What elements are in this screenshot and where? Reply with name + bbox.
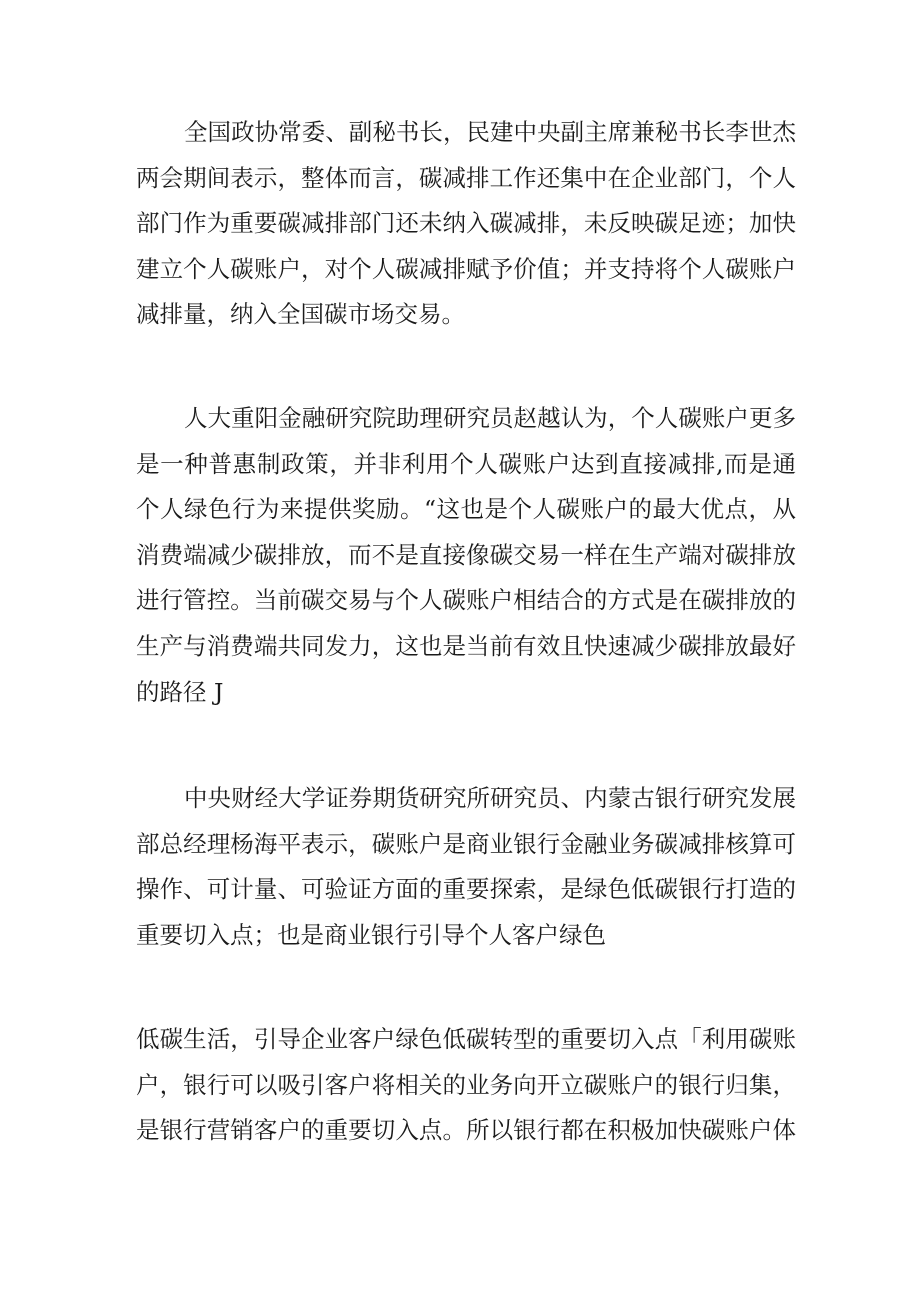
text-line: 户，银行可以吸引客户将相关的业务向开立碳账户的银行归集， (136, 1070, 796, 1099)
text-line: 减排量，纳入全国碳市场交易。 (136, 300, 465, 329)
text-line: 低碳生活，引导企业客户绿色低碳转型的重要切入点「利用碳账 (136, 1025, 796, 1053)
text-line: 是一种普惠制政策，并非利用个人碳账户达到直接减排,而是通 (136, 449, 796, 478)
text-line: 进行管控。当前碳交易与个人碳账户相结合的方式是在碳排放的 (136, 586, 796, 615)
text-line: 两会期间表示，整体而言，碳减排工作还集中在企业部门，个人 (136, 163, 796, 192)
text-line: 操作、可计量、可验证方面的重要探索，是绿色低碳银行打造的 (136, 875, 796, 904)
text-line: 部总经理杨海平表示，碳账户是商业银行金融业务碳减排核算可 (136, 829, 796, 858)
text-line: 中央财经大学证券期货研究所研究员、内蒙古银行研究发展 (184, 784, 796, 812)
text-line: 生产与消费端共同发力，这也是当前有效且快速减少碳排放最好 (136, 631, 796, 660)
text-line: 建立个人碳账户，对个人碳减排赋予价值；并支持将个人碳账户 (136, 254, 796, 283)
text-line: 全国政协常委、副秘书长，民建中央副主席兼秘书长李世杰 (184, 118, 796, 146)
paragraph-li-shijie (136, 110, 796, 338)
text-line: 重要切入点；也是商业银行引导个人客户绿色 (136, 920, 606, 949)
text-line: 部门作为重要碳减排部门还未纳入碳减排，未反映碳足迹；加快 (136, 209, 796, 238)
text-line: 个人绿色行为来提供奖励。“这也是个人碳账户的最大优点，从 (136, 495, 796, 524)
paragraph-continuation (136, 1017, 796, 1154)
paragraph-yang-haiping (136, 776, 796, 958)
paragraph-zhao-yue (136, 396, 796, 715)
text-line: 人大重阳金融研究院助理研究员赵越认为，个人碳账户更多 (184, 404, 796, 432)
text-line: 消费端减少碳排放，而不是直接像碳交易一样在生产端对碳排放 (136, 540, 796, 569)
text-line: 的路径 J (136, 677, 224, 706)
text-line: 是银行营销客户的重要切入点。所以银行都在积极加快碳账户体 (136, 1116, 796, 1145)
